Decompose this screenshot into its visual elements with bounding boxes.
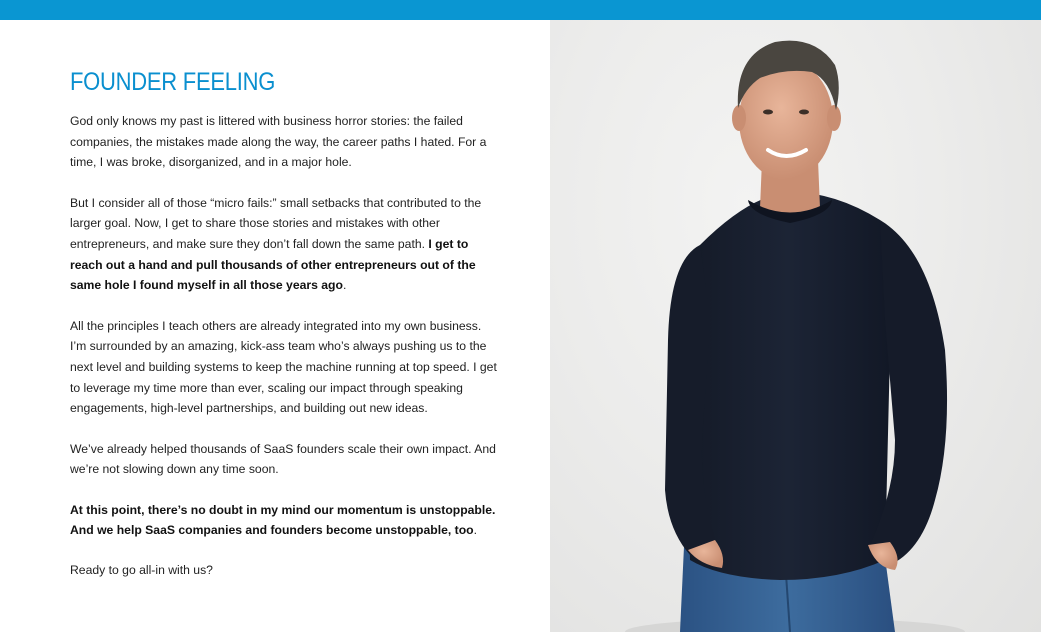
body-paragraph	[70, 439, 500, 480]
section-heading: FOUNDER FEELING	[70, 68, 276, 96]
body-paragraph	[70, 560, 500, 581]
paragraph-text: All the principles I teach others are already integrated into my own business. I’m surrounded by an amazing, kick-ass team who’s always pushing us to the next level and building systems to keep the machine running at top speed. I get to leverage my time more than ever, scaling our impact through speaking engagements, high-level partnerships, and building out new ideas.	[70, 318, 497, 416]
top-accent-bar	[0, 0, 1041, 20]
emphasis-text: I get to reach out a hand and pull thousands of other entrepreneurs out of the same hole I found myself in all those years ago	[70, 237, 476, 293]
founder-photo	[550, 20, 1041, 632]
body-paragraph	[70, 193, 500, 297]
body-paragraph	[70, 111, 500, 173]
paragraph-text: .	[342, 278, 347, 293]
paragraph-text: We’ve already helped thousands of SaaS founders scale their own impact. And we’re not slowing down any time soon.	[70, 441, 496, 477]
body-paragraph	[70, 316, 500, 420]
emphasis-text: At this point, there’s no doubt in my mind our momentum is unstoppable. And we help SaaS companies and founders become unstoppable, too	[70, 502, 496, 538]
paragraph-text: Ready to go all-in with us?	[70, 563, 213, 578]
paragraph-text: .	[473, 523, 477, 538]
founder-portrait-icon	[550, 20, 1041, 632]
body-paragraph	[70, 500, 500, 541]
body-text	[70, 111, 500, 581]
paragraph-text: God only knows my past is littered with business horror stories: the failed companies, the mistakes made along the way, the career paths I hated. For a time, I was broke, disorganized, and in a major hole.	[70, 114, 487, 170]
content-column	[70, 68, 500, 601]
paragraph-text: But I consider all of those “micro fails:” small setbacks that contributed to the larger goal. Now, I get to share those stories and mistakes with other entrepreneurs, and make sure they don’t fall down the same path.	[70, 195, 482, 252]
